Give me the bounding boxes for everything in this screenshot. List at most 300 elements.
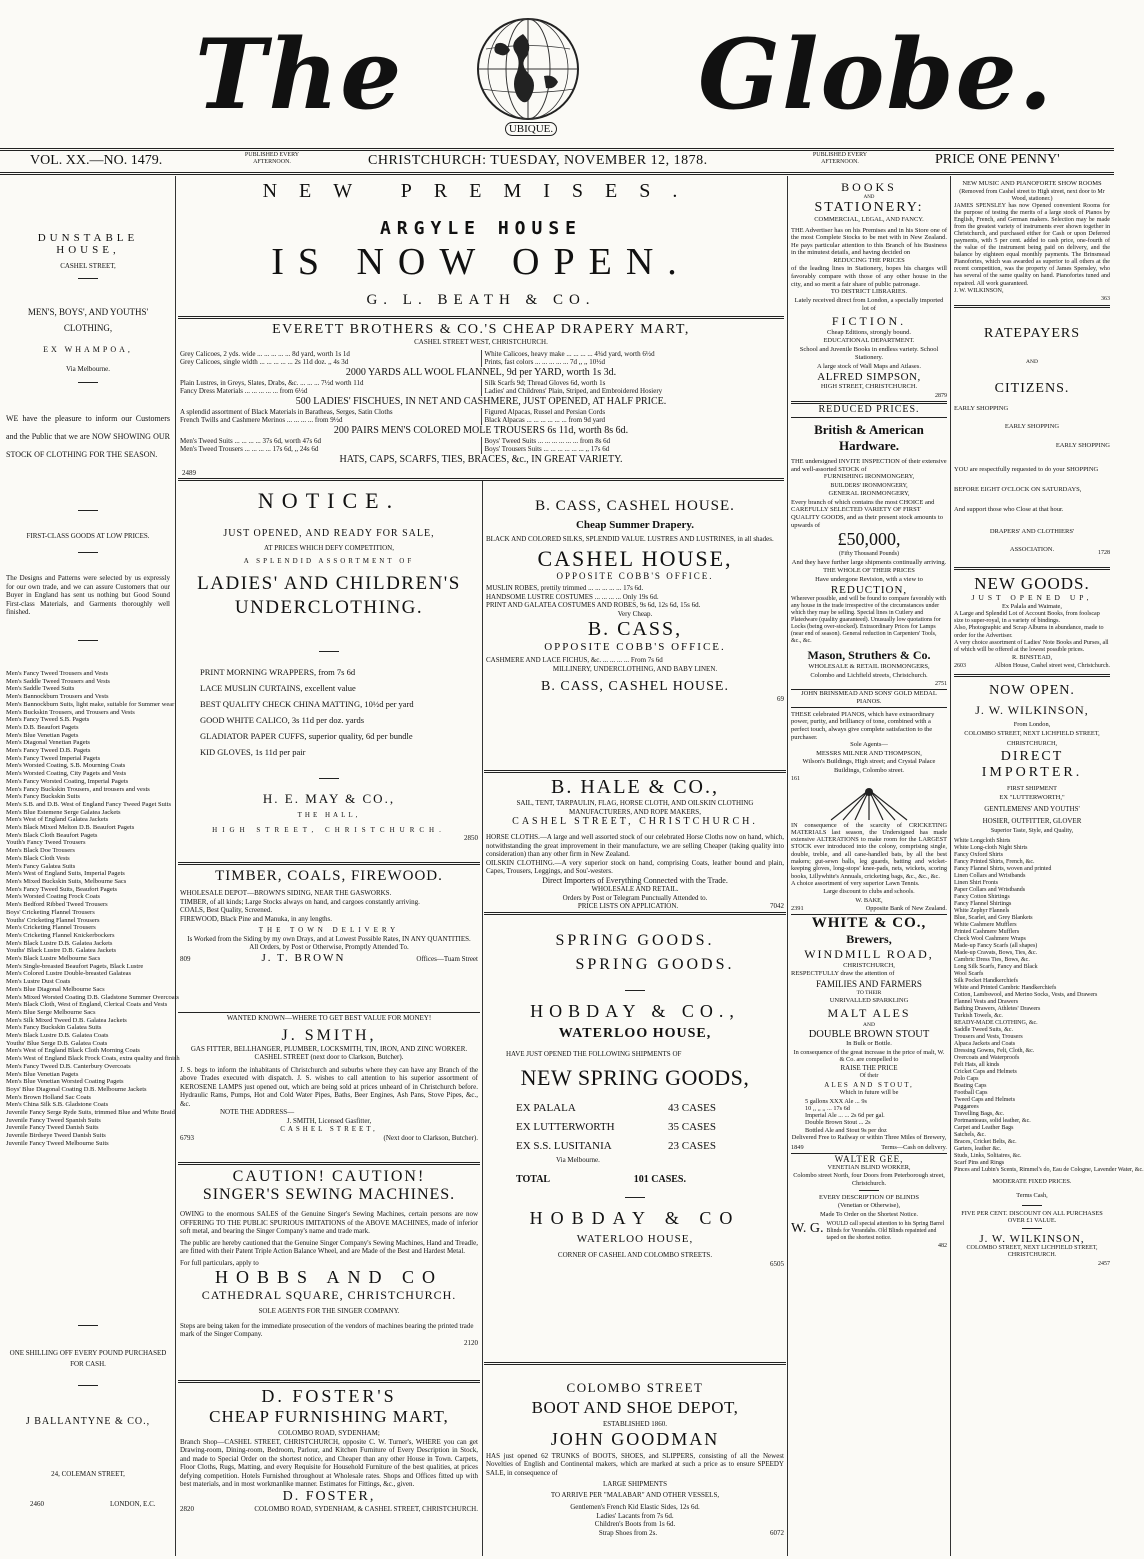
list-item: Men's Cricketing Flannel Knickerbockers [6, 931, 115, 939]
firm-name: J. T. BROWN [261, 951, 346, 964]
ad-line: Have undergone Revision, with a view to [815, 575, 923, 583]
timber-ad [180, 868, 478, 964]
list-item: Men's Diagonal Venetian Pagets [6, 739, 90, 747]
ad-heading: SINGER'S SEWING MACHINES. [202, 1186, 456, 1203]
ad-body: THESE celebrated PIANOS, which have extraordinary power, purity, and brilliancy of tone, combined with a perfect touch, always give complete satisfaction to the purchaser. [791, 710, 935, 741]
ad-number: 2489 [182, 469, 196, 477]
ad-title: NOTICE. [257, 488, 401, 513]
ad-heading: Hardware. [838, 438, 900, 454]
ship-name: EX PALALA [516, 1101, 576, 1114]
price-line: Imperial Ale ... ... 2s 6d per gal. [805, 1112, 885, 1120]
ad-number: 1728 [1098, 549, 1110, 556]
ad-body: In consequence of the great increase in the price of malt, W. & Co. are compelled to [793, 1048, 945, 1064]
ad-heading: REDUCTION, [830, 584, 908, 597]
price-line: 10 ,, ,, ,, ... 17s 6d [805, 1104, 850, 1112]
ad-number: 2879 [935, 392, 947, 399]
list-item: Men's Bannockburn Suits, light make, suitable for Summer wear [6, 700, 175, 708]
firm-address: HIGH STREET, CHRISTCHURCH. [820, 383, 918, 391]
ad-line: THE WHOLE OF THEIR PRICES [823, 567, 915, 575]
ad-line: NOTE THE ADDRESS— [220, 1108, 295, 1116]
ad-heading: REDUCED PRICES. [818, 404, 920, 416]
ad-line: TO THEIR [856, 989, 882, 996]
price-line: Children's Boots from 1s 6d. [594, 1520, 676, 1528]
ad-number: 363 [1101, 295, 1110, 302]
price-line: PRINT AND GALATEA COSTUMES AND ROBES, 9s 6d, 12s 6d, 15s 6d. [486, 601, 701, 609]
ad-line: All Orders, by Post or Otherwise, Promptly Attended To. [249, 943, 409, 951]
price-line: Prints, fast colors ... ... ... ... ... 7d ,, ,, 10½d [484, 358, 606, 366]
list-item: Men's Brown Holland Sac Coats [6, 1093, 91, 1101]
firm-address: CASHEL STREET (next door to Clarkson, Butcher). [254, 1053, 404, 1061]
via-text: Via Melbourne. [556, 1155, 600, 1164]
ad-line: FURNISHING IRONMONGERY, [823, 473, 915, 481]
list-item: Men's Fancy Tweed D.B. Pagets [6, 747, 91, 755]
ad-body: A Large and Splendid Lot of Account Books, from foolscap size to super-royal, in a variety of bindings. [954, 611, 1100, 625]
ad-line: A large stock of Wall Maps and Atlases. [817, 362, 921, 370]
ad-body: Steps are being taken for the immediate prosecution of the vendors of machines bearing the printed trade mark of the Singer Company. [180, 1321, 474, 1338]
firm-address: Albion House, Cashel street west, Christchurch. [994, 663, 1110, 670]
list-item: BEST QUALITY CHECK CHINA MATTING, 10½d per yard [200, 699, 414, 709]
firm-name: J. W. WILKINSON, [979, 1233, 1085, 1246]
list-item: GOOD WHITE CALICO, 3s 11d per doz. yards [200, 715, 365, 725]
ad-line: HOSIER, OUTFITTER, GLOVER [982, 816, 1082, 825]
list-item: Men's Silk Mixed Tweed D.B. Galatea Jackets [6, 1016, 127, 1024]
list-item: Cricket Caps and Helmets [954, 1068, 1017, 1075]
ad-line: TO DISTRICT LIBRARIES. [830, 288, 908, 296]
discount-text: ONE SHILLING OFF EVERY POUND PURCHASED FOR CASH. [9, 1349, 167, 1368]
list-item: Linen Collars and Wristbands [954, 872, 1026, 879]
feature-line: 2000 YARDS ALL WOOL FLANNEL, 9d per YARD, worth 1s 3d. [345, 366, 617, 378]
ad-line: In Bulk or Bottle. [846, 1040, 892, 1048]
list-item: Men's Worsted Coating, S.B. Mourning Coats [6, 762, 126, 770]
ad-body: HAS just opened 62 TRUNKS of BOOTS, SHOES, and SLIPPERS, consisting of all the Newest Novelties of English and Continental makers, which are marked at such a price as to ensure SPEEDY SALE, in consequence of [486, 1451, 784, 1477]
price-line: HANDSOME LUSTRE COSTUMES ... ... ... ... Only 19s 6d. [486, 592, 659, 601]
ad-line: WANTED KNOWN—WHERE TO GET BEST VALUE FOR MONEY! [226, 1014, 432, 1022]
ad-heading: CITIZENS. [994, 380, 1070, 396]
firm-name: WALTER GEE, [834, 1153, 904, 1164]
list-item: Men's China Silk S.B. Gladstone Coats [6, 1101, 109, 1109]
ad-line: (Venetian or Otherwise), [837, 1202, 901, 1210]
list-item: Men's Black Lustre D.B. Galatea Jackets [6, 939, 113, 947]
masthead-title-left: The [195, 18, 404, 131]
ad-line: COALS, Best Quality, Screened. [180, 906, 273, 914]
col4 [791, 180, 947, 1250]
list-item: White Long-cloth Night Shirts [954, 844, 1028, 851]
cass-drapery-ad [486, 498, 784, 704]
ad-line: Ex Palala and Waimate, [1002, 602, 1062, 610]
list-item: Wool Scarfs [954, 970, 984, 977]
masthead-motto: UBIQUE. [505, 122, 557, 136]
ad-line: And they have further large shipments continually arriving. [791, 558, 947, 566]
firm-address: CATHEDRAL SQUARE, CHRISTCHURCH. [201, 1288, 457, 1302]
ad-line: OPPOSITE COBB'S OFFICE. [544, 641, 726, 653]
price-line: Plain Lustres, in Greys, Slates, Drabs, &c. ... ... ... 7½d worth 11d [180, 378, 364, 387]
list-item: Men's West of England Black Frock Coats, extra quality and finish [6, 1055, 180, 1063]
list-item: Studs, Links, Solitaires, &c. [954, 1152, 1022, 1159]
list-item: Long Silk Scarfs, Fancy and Black [954, 963, 1038, 970]
ad-number: 2391 [791, 905, 804, 913]
list-item: Men's West of England Suits, Imperial Pagets [6, 870, 125, 878]
dateline: CHRISTCHURCH: TUESDAY, NOVEMBER 12, 1878. [368, 153, 708, 168]
ad-footer: B. CASS, CASHEL HOUSE. [541, 679, 729, 694]
list-item: Men's Single-breasted Beaufort Pagets, Black Lustre [6, 962, 144, 970]
list-item: Men's Mixed Worsted Coating D.B. Gladstone Summer Overcoats [6, 993, 179, 1001]
firm-trade: WHOLESALE & RETAIL IRONMONGERS, [808, 663, 930, 671]
ad-line: TO ARRIVE PER "MALABAR" AND OTHER VESSELS, [550, 1490, 720, 1499]
list-item: Trousers and Vests, Trousers [954, 1033, 1023, 1040]
ad-number: 2457 [1098, 1260, 1110, 1267]
list-item: Pinces and Lubin's Scents, Rimmel's do, Eau de Cologne, Lavender Water, &c. [954, 1166, 1144, 1173]
ship-name: EX LUTTERWORTH [516, 1120, 615, 1133]
ad-body: IN consequence of the scarcity of CRICKETING MATERIALS last season, the Undersigned has made extensive ALTERATIONS to make room for the LARGEST STOCK ever introduced into the colony, comprising single, double, treble, and all cane-handled bats, by all the best makers; gut-sewn balls, leg guards, batting and wicket-keeping gloves, long-stops' knee-pads, nets, wickets, scoring books, Lillywhite's Annuals, cricketing bags, &c., &c., &c. [791, 821, 947, 880]
new-premises-heading: NEW PREMISES. [262, 180, 700, 202]
signature: W. BAKE, [855, 896, 883, 904]
foster-furnishing-ad [180, 1386, 478, 1513]
list-item: Silk Pocket Handkerchiefs [954, 977, 1018, 984]
list-item: Boys' Blue Diagonal Coating D.B. Melbourne Jackets [6, 1085, 147, 1093]
list-item: Men's Fancy Tweed S.B. Pagets [6, 716, 90, 724]
signature: CASHEL STREET, [280, 1125, 378, 1133]
ad-line: ALES AND STOUT, [824, 1080, 914, 1089]
ad-line: Cheap Editions, strongly bound. [827, 328, 911, 336]
total-label: TOTAL [516, 1174, 551, 1185]
list-item: Men's Fancy Tweed Suits, Beaufort Pagets [6, 885, 118, 893]
price-line: 5 gallons XXX Ale ... 9s [805, 1097, 867, 1105]
ad-heading: STATIONERY: [814, 200, 924, 215]
price-line: Strap Shoes from 2s. [598, 1528, 658, 1537]
goodman-boot-ad [486, 1380, 784, 1537]
list-item: Overcoats and Waterproofs [954, 1054, 1020, 1061]
intro-text: WE have the pleasure to inform our Customers and the Public that we are NOW SHOWING OUR STOCK OF CLOTHING FOR THE SEASON. [6, 414, 170, 459]
ad-line: Direct Importers of Everything Connected with the Trade. [542, 875, 728, 885]
ad-body: Also, Photographic and Scrap Albums in abundance, made to order for the Advertiser. [954, 625, 1104, 639]
list-item: Men's Black Lustre D.B. Galatea Coats [6, 1032, 109, 1040]
ad-number: 6793 [180, 1133, 194, 1142]
ad-line: Terms Cash, [1016, 1192, 1048, 1200]
list-item: Paper Collars and Wristbands [954, 886, 1026, 893]
firm-address: COLOMBO STREET, NEXT LICHFIELD STREET, CHRISTCHURCH, [964, 730, 1100, 748]
list-item: Juvenile Fancy Serge Ryde Suits, trimmed Blue and White Braid [6, 1109, 175, 1117]
firm-address: CHRISTCHURCH, [843, 961, 895, 969]
ad-heading: British & American [814, 422, 924, 438]
ad-line: MODERATE FIXED PRICES. [992, 1177, 1072, 1185]
list-item: Cambric Dress Ties, Bows, &c. [954, 956, 1030, 963]
ad-line: THE TOWN DELIVERY [258, 926, 400, 934]
list-item: Men's Blue Venetian Pagets [6, 1070, 79, 1078]
firm-address: 24, COLEMAN STREET, [51, 1470, 125, 1478]
list-item: Men's Black Cloth, West of England, Clerical Coats and Vests [6, 1001, 168, 1009]
list-item: Fancy Oxford Shirts [954, 851, 1003, 858]
list-item: Men's Fancy Galatea Suits [6, 862, 76, 870]
price-line: Bottled Ale and Stout 9s per doz [805, 1126, 887, 1134]
list-item: Fancy Cotton Shirtings [954, 893, 1010, 900]
ad-line: BLACK AND COLORED SILKS, SPLENDID VALUE. LUSTRES AND LUSTRINES, in all shades. [486, 535, 774, 543]
list-item: Men's Fancy Buckskin Galatea Suits [6, 1024, 102, 1032]
list-item: Men's Blue Venetian Pagets [6, 731, 79, 739]
list-item: PRINT MORNING WRAPPERS, from 7s 6d [200, 667, 356, 677]
ad-heading: FAMILIES AND FARMERS [816, 978, 922, 989]
list-item: Youths' Black Lustre D.B. Galatea Jackets [6, 947, 117, 955]
ad-line: EDUCATIONAL DEPARTMENT. [823, 337, 915, 345]
list-item: Juvenile Fancy Tweed Danish Suits [6, 1124, 99, 1132]
list-item: Men's Black Mixed Melton D.B. Beaufort Pagets [6, 824, 135, 832]
list-item: Dressing Gowns, Felt, Cloth, &c. [954, 1047, 1035, 1054]
ad-body: WOULD call special attention to his Spring Barrel Blinds for Verandahs. Old Blinds repainted and taped on the shortest notice. [826, 1221, 945, 1242]
firm-city: LONDON, E.C. [110, 1500, 156, 1508]
list-item: KID GLOVES, 1s 11d per pair [200, 747, 306, 757]
ad-number: 2120 [464, 1338, 478, 1347]
list-item: Men's Black Cloth Vests [6, 854, 70, 862]
notice-items [180, 664, 478, 760]
ad-number: 482 [938, 1242, 947, 1249]
via-text: Via Melbourne. [66, 365, 110, 373]
ad-number: 2820 [180, 1504, 194, 1513]
ad-line: SOLE AGENTS FOR THE SINGER COMPANY. [258, 1307, 400, 1315]
list-item: Satchels, &c. [954, 1131, 986, 1138]
list-item: Men's West of England Black Cloth Morning Coats [6, 1047, 140, 1055]
list-item: Men's Fancy Worsted Coating, Imperial Pagets [6, 777, 129, 785]
feature-line: HATS, CAPS, SCARFS, TIES, BRACES, &c., IN GREAT VARIETY. [339, 453, 623, 465]
firm-address: CORNER OF CASHEL AND COLOMBO STREETS. [557, 1251, 713, 1259]
ad-heading: NOW OPEN. [989, 682, 1075, 698]
list-item: Juvenile Birdseye Tweed Danish Suits [6, 1132, 106, 1140]
list-item: READY-MADE CLOTHING, &c. [954, 1019, 1038, 1026]
ad-line: School and Juvenile Books in endless variety. School Stationery. [799, 345, 939, 362]
ad-line: Wilson's Buildings, High street; and Crystal Palace Buildings, Colombo street. [802, 758, 936, 774]
price-line: Ladies' and Childrens' Plain, Striped, and Embroidered Hosiery [484, 387, 663, 395]
list-item: Polo Caps [954, 1075, 979, 1082]
ad-line: Sole Agents— [850, 741, 888, 749]
price-line: French Twills and Cashmere Merinos ... ... ... ... from 9½d [180, 416, 343, 424]
list-item: Juvenile Fancy Tweed Melbourne Suits [6, 1139, 109, 1147]
ad-address: CASHEL STREET WEST, CHRISTCHURCH. [414, 338, 548, 346]
ad-body: JAMES SPENSLEY has now Opened convenient Rooms for the purpose of testing the merits of a large stock of Pianos by English, French, and German makers. Selection may be made from the greatest variety of instruments ever shown together in Christchurch, and purchased either for Cash or upon Deferred payments, with 5 per cent. added to cash price, one-fourth of the value of the instrument being paid on delivery, and the balance by eighteen equal monthly payments. The Brinsmead Pianofortes, which was awarded as superior to all others at the recent competition, was the property of James Spensley, who has several of the same quality on hand. Pianofortes tuned and repaired. All work guaranteed. [954, 202, 1110, 287]
ad-line: Lately received direct from London, a specially imported lot of [794, 296, 944, 313]
ad-body: of the leading lines in Stationery, hopes his charges will favorably compare with those of any other house in the city, and so merit a fair share of public patronage. [791, 265, 947, 288]
list-item: Youths' Cricketing Flannel Trousers [6, 916, 100, 924]
ad-line: AND [863, 1021, 875, 1028]
list-item: LACE MUSLIN CURTAINS, excellent value [200, 683, 356, 693]
ad-line: DRAPERS' AND CLOTHIERS' ASSOCIATION. [989, 527, 1075, 553]
list-item: Men's Blue Venetian Worsted Coating Pagets [6, 1078, 124, 1086]
price-line: Ladies' Lacants from 7s 6d. [596, 1511, 674, 1520]
total-value: 101 CASES. [633, 1174, 686, 1185]
ad-number: 69 [777, 695, 784, 703]
list-item: White Longcloth Shirts [954, 837, 1011, 844]
price-line: Men's Tweed Suits ... ... ... ... 37s 6d, worth 47s 6d [180, 436, 322, 445]
ad-heading: DUNSTABLE HOUSE, [37, 232, 139, 256]
price-line: A splendid assortment of Black Materials in Baratheas, Serges, Satin Cloths [180, 407, 393, 416]
list-item: Bathing Drawers, Athletes' Drawers [954, 1005, 1041, 1012]
ad-line: RAISE THE PRICE [840, 1063, 898, 1072]
ad-body: The public are hereby cautioned that the Genuine Singer Company's Sewing Machines, Hand and Treadle, are fitted with their Patent Triple Action Balance Wheel, and are Made of the Best and Hardest Metal. [180, 1238, 478, 1255]
firm-name: H. E. MAY & CO., [262, 791, 396, 806]
firm-name: WHITE & CO., [811, 914, 927, 931]
firm-trade: VENETIAN BLIND WORKER, [827, 1163, 911, 1171]
ad-heading: IMPORTER. [981, 765, 1083, 781]
designs-text: The Designs and Patterns were selected by us expressly for our own trade, and we can assure Customers that our Buyer in England has sent us nothing but Good Sound First-class Materials, and Garments thoroughly well finished. [6, 574, 170, 616]
singer-caution-ad [180, 1168, 478, 1347]
list-item: Men's Black Cloth Beaufort Pagets [6, 831, 98, 839]
ad-body: THE undersigned INVITE INSPECTION of their extensive and well-assorted STOCK of [791, 458, 947, 473]
hosiery-list [954, 837, 1144, 1174]
smith-plumber-ad [180, 1014, 478, 1142]
ad-line: From London, [1013, 720, 1051, 728]
ad-title: EVERETT BROTHERS & CO.'S CHEAP DRAPERY MART, [272, 322, 690, 337]
globe-emblem [468, 14, 588, 134]
list-item: GLADIATOR PAPER CUFFS, superior quality, 6d per bundle [200, 731, 413, 741]
list-item: Turkish Towels, &c. [954, 1012, 1003, 1019]
signature: J. SMITH, Licensed Gasfitter, [286, 1116, 372, 1125]
volume-number: VOL. XX.—NO. 1479. [30, 153, 163, 168]
hale-sailmaker-ad [486, 776, 784, 911]
ad-line: JUST OPENED, AND READY FOR SALE, [223, 528, 435, 539]
masthead-title-right: Globe. [698, 18, 1055, 131]
case-count: 23 CASES [668, 1139, 716, 1152]
ad-body: Every branch of which contains the most CHOICE and CAREFULLY SELECTED VARIETY OF FIRST QUALITY GOODS, and as their present stock amounts to upwards of [791, 498, 943, 529]
list-item: Men's Fancy Tweed Imperial Pagets [6, 754, 101, 762]
firm-name: G. L. BEATH & CO. [366, 292, 596, 308]
price-line: Gentlemen's French Kid Elastic Sides, 12s 6d. [570, 1503, 700, 1511]
list-item: Men's Worsted Coating, City Pagets and Vests [6, 770, 127, 778]
ad-number: 2460 [30, 1500, 44, 1508]
ad-subtitle: Cheap Summer Drapery. [575, 519, 695, 531]
ad-body: Branch Shop—CASHEL STREET, CHRISTCHURCH, opposite C. W. Turner's, WHERE you can get Drawing-room, Dining-room, Bedroom, Parlour, and Kitchen Furniture of Every Description in Stock, and made to Special Order on the shortest notice, and Cheaper than any other House in Town. Carpets, Floor Cloths, Rugs, Matting, and every Requisite for Household Furniture of the best qualities, at prices defying competition. Hotels Furnished throughout at Wholesale rates. Shops and Offices fitted up with best materials, and in most workmanlike manner. Estimates for Fittings, &c., given. [180, 1437, 478, 1488]
col5 [954, 180, 1144, 1268]
list-item: Men's Blue Serge Melbourne Sacs [6, 1008, 96, 1016]
ad-line: TIMBER, of all kinds; Large Stocks always on hand, and cargoes constantly arriving. [180, 897, 420, 906]
ad-title: CHEAP FURNISHING MART, [209, 1407, 449, 1426]
ad-line: ESTABLISHED 1860. [603, 1420, 667, 1428]
list-item: Youth's Fancy Tweed Trousers [6, 839, 86, 847]
argyle-house-title: ARGYLE HOUSE [379, 218, 583, 239]
list-item: Alpaca Jackets and Coats [954, 1040, 1016, 1047]
firm-name: J BALLANTYNE & CO., [25, 1416, 151, 1427]
ad-title: CAUTION! CAUTION! [232, 1168, 426, 1185]
ad-subheading: MEN'S, BOYS', AND YOUTHS' CLOTHING, [27, 307, 149, 333]
price-line: Black Alpacas ... ... ... ... ... ... from 9d yard [484, 416, 606, 424]
ad-line: WHOLESALE AND RETAIL. [591, 885, 679, 893]
ad-heading: B. CASS, [587, 618, 683, 640]
ad-line: Large discount to clubs and schools. [823, 888, 915, 896]
ad-heading: JOHN BRINSMEAD AND SONS' GOLD MEDAL PIANOS. [801, 689, 937, 706]
firm-name: J. W. WILKINSON, [975, 702, 1089, 717]
ad-line: Delivered Free to Railway or within Three Miles of Brewery, [791, 1134, 947, 1142]
list-item: White and Printed Cambric Handkerchiefs [954, 984, 1057, 991]
ad-line: A SPLENDID ASSORTMENT OF [243, 556, 415, 565]
firm-address: COLOMBO ROAD, SYDENHAM; [278, 1429, 380, 1437]
ad-line: FIVE PER CENT. DISCOUNT ON ALL PURCHASES OVER £1 VALUE. [961, 1209, 1103, 1225]
ad-line: JUST OPENED UP, [971, 593, 1093, 603]
list-item: Football Caps [954, 1089, 988, 1096]
ad-line: A choice assortment of very superior Lawn Tennis. [791, 879, 920, 887]
amount: £50,000, [837, 529, 901, 550]
ad-number: 7042 [769, 902, 784, 910]
firm-address: Colombo street North, four Doors from Peterborough street, Christchurch. [793, 1172, 945, 1187]
list-item: Men's Fancy Buckskin Suits [6, 793, 80, 801]
ad-body: A very choice assortment of Ladies' Note Books and Purses, all of which will be offered at the lowest possible prices. [954, 639, 1109, 653]
ad-number: 161 [791, 776, 800, 783]
ad-line: EX "LUTTERWORTH," [999, 793, 1065, 801]
ad-title: B. CASS, CASHEL HOUSE. [535, 498, 735, 514]
ad-body: Wherever possible, and will be found to compare favorably with any house in the trade irrespective of the circumstances under which they may be selling. Special lines in Cutlery and Platedware (quality guaranteed). Unusually low quotations for Locks (being over-stocked). Extraordinary Prices for Lamps (near end of season). General reduction in Carpenters' Tools, &c., &c. [791, 596, 946, 645]
may-notice-ad [180, 488, 478, 843]
list-item: Tweed Caps and Helmets [954, 1096, 1016, 1103]
list-item: Men's Saddle Tweed Trousers and Vests [6, 677, 110, 685]
now-open-heading: IS NOW OPEN. [271, 241, 691, 283]
ad-number: 2751 [935, 681, 947, 688]
ad-heading: DOUBLE BROWN STOUT [808, 1029, 930, 1041]
firm-name: D. FOSTER'S [261, 1386, 397, 1406]
feature-line: 500 LADIES' FISCHUES, IN NET AND CASHMERE, JUST OPENED, AT HALF PRICE. [295, 395, 667, 407]
list-item: Men's Black Doe Trousers [6, 847, 75, 855]
shipment-table [486, 1099, 784, 1165]
ad-line: MESSRS MILNER AND THOMPSON, [816, 749, 922, 757]
firm-name: HOBBS AND CO [214, 1267, 444, 1287]
list-item: Check Wool Cashmere Wraps [954, 935, 1026, 942]
ad-body: OWING to the enormous SALES of the Genuine Singer's Sewing Machines, certain persons are now OFFERING TO THE PUBLIC SPURIOUS IMITATIONS of the ABOVE MACHINES, made of inferior soft metal, and bearing the Singer Company's name and trade mark. [180, 1210, 478, 1235]
first-class-text: FIRST-CLASS GOODS AT LOW PRICES. [26, 532, 150, 540]
ad-heading: FICTION. [831, 313, 907, 328]
list-item: Juvenile Fancy Tweed Spanish Suits [6, 1116, 101, 1124]
price: PRICE ONE PENNY' [935, 152, 1060, 167]
list-item: Fancy Printed Shirts, French, &c. [954, 858, 1035, 865]
list-item: Men's Bannockburn Trousers and Vests [6, 693, 109, 701]
ad-line: PRICE LISTS ON APPLICATION. [577, 902, 679, 910]
ad-number: 809 [180, 955, 191, 963]
ad-line: Which in future will be [839, 1089, 899, 1097]
ad-body: And support those who Close at that hour. [954, 506, 1064, 514]
published-every-right: PUBLISHED EVERY AFTERNOON. [812, 152, 868, 165]
ad-line: GAS FITTER, BELLHANGER, PLUMBER, LOCKSMITH, TIN, IRON, AND ZINC WORKER. [190, 1044, 468, 1053]
ad-line: Is Worked from the Siding by my own Drays, and at Lowest Possible Rates, IN ANY QUANTITIES. [187, 934, 471, 943]
firm-name: J. SMITH, [281, 1026, 377, 1044]
list-item: Portmanteaus, solid leather, &c. [954, 1117, 1031, 1124]
list-item: Made-up Fancy Scarfs (all shapes) [954, 942, 1038, 949]
list-item: Saddle Tweed Suits, &c. [954, 1026, 1013, 1033]
list-item: Boys' Cricketing Flannel Trousers [6, 908, 95, 916]
firm-address: Opposite Bank of New Zealand. [865, 905, 947, 913]
firm-trade: Brewers, [846, 931, 892, 946]
firm-address: HIGH STREET, CHRISTCHURCH. [212, 825, 446, 834]
list-item: Men's Lustre Dust Coats [6, 978, 71, 986]
firm-address: COLOMBO STREET, NEXT LICHFIELD STREET, CHRISTCHURCH. [966, 1245, 1098, 1259]
ad-line: AND [1026, 359, 1038, 366]
signature: (Next door to Clarkson, Butcher). [383, 1133, 478, 1142]
published-every-left: PUBLISHED EVERY AFTERNOON. [244, 152, 300, 165]
list-item: Men's Worsted Coating Frock Coats [6, 893, 101, 901]
list-item: Youths' Blue Serge D.B. Galatea Coats [6, 1039, 108, 1047]
price-line: Boys' Trousers Suits ... ... ... ... ... ... ,, 17s 6d [484, 445, 610, 453]
list-item: Felt Hats, all kinds [954, 1061, 1000, 1068]
list-item: Garters, leather &c. [954, 1145, 1002, 1152]
signature: J. W. WILKINSON, [954, 287, 1004, 294]
case-count: 35 CASES [668, 1120, 716, 1133]
ad-body: For full particulars, apply to [180, 1258, 259, 1267]
list-item: Scarf Pins and Rings [954, 1159, 1005, 1166]
firm-address: Colombo and Lichfield streets, Christchurch. [810, 671, 928, 679]
ad-line: AT PRICES WHICH DEFY COMPETITION, [264, 544, 394, 552]
ad-body: YOU are respectfully requested to do your SHOPPING BEFORE EIGHT O'CLOCK ON SATURDAYS, [954, 466, 1099, 494]
list-item: Boating Caps [954, 1082, 987, 1089]
ad-body: THE Advertiser has on his Premises and in his Store one of the most Complete Stocks to be met with in New Zealand. He pays particular attention to this Branch of his Business in the minutest details, and having decided on [791, 226, 947, 257]
ad-line: (Removed from Cashel street to High street, next door to Mr Wood, stationer.) [959, 188, 1105, 202]
ad-line: COMMERCIAL, LEGAL, AND FANCY. [814, 216, 924, 223]
ad-heading: NEW SPRING GOODS, [520, 1064, 750, 1090]
list-item: Men's Fancy Tweed D.B. Canterbury Overcoats [6, 1062, 131, 1070]
firm-name: HOBDAY & CO., [530, 1001, 740, 1021]
ad-line: EARLY SHOPPING [954, 404, 1009, 412]
list-item: Men's Colored Lustre Double-breasted Galateas [6, 970, 131, 978]
